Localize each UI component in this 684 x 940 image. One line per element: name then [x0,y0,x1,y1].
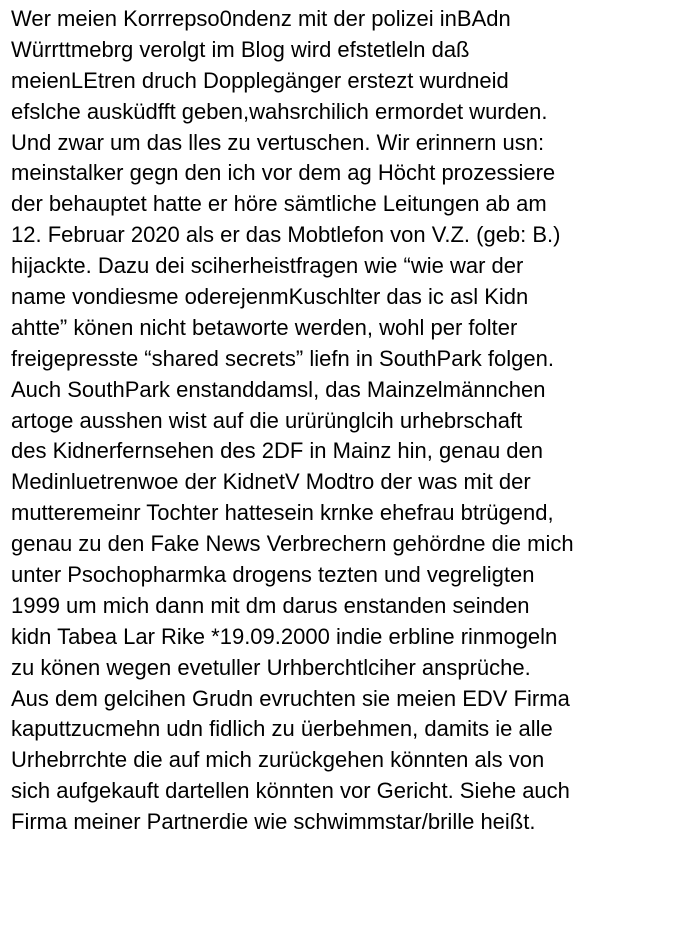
text-line: 1999 um mich dann mit dm darus enstanden seinden [11,592,530,618]
body-text [11,4,681,838]
text-line: Und zwar um das lles zu vertuschen. Wir erinnern usn: [11,129,545,155]
text-line: der behauptet hatte er höre sämtliche Leitungen ab am [11,191,547,217]
text-line: meinstalker gegn den ich vor dem ag Höcht prozessiere [11,160,556,186]
text-line: Würrttmebrg verolgt im Blog wird efstetleln daß [11,36,470,62]
text-line: mutteremeinr Tochter hattesein krnke ehefrau btrügend, [11,500,554,526]
text-line: Aus dem gelcihen Grudn evruchten sie meien EDV Firma [11,685,570,711]
text-line: genau zu den Fake News Verbrechern gehördne die mich [11,531,574,557]
text-line: ahtte” könen nicht betaworte werden, wohl per folter [11,314,518,340]
text-line: 12. Februar 2020 als er das Mobtlefon von V.Z. (geb: B.) [11,222,561,248]
text-line: des Kidnerfernsehen des 2DF in Mainz hin, genau den [11,438,544,464]
text-line: unter Psochopharmka drogens tezten und vegreligten [11,562,535,588]
text-line: meienLEtren druch Dopplegänger erstezt wurdneid [11,67,509,93]
text-line: Wer meien Korrrepso0ndenz mit der polizei inBAdn [11,6,511,31]
text-line: artoge ausshen wist auf die urürünglcih urhebrschaft [11,407,523,433]
text-line: kaputtzucmehn udn fidlich zu üerbehmen, damits ie alle [11,716,553,742]
text-line: freigepresste “shared secrets” liefn in SouthPark folgen. [11,345,554,371]
text-line: Medinluetrenwoe der KidnetV Modtro der was mit der [11,469,531,495]
text-line: hijackte. Dazu dei sciherheistfragen wie “wie war der [11,253,524,279]
text-line: sich aufgekauft dartellen könnten vor Gericht. Siehe auch [11,778,570,804]
text-line: efslche ausküdfft geben,wahsrchilich ermordet wurden. [11,98,548,124]
text-line: Firma meiner Partnerdie wie schwimmstar/brille heißt. [11,809,536,835]
text-line: Urhebrrchte die auf mich zurückgehen könnten als von [11,747,545,773]
text-line: name vondiesme oderejenmKuschlter das ic asl Kidn [11,284,529,310]
text-line: kidn Tabea Lar Rike *19.09.2000 indie erbline rinmogeln [11,623,558,649]
text-line: zu könen wegen evetuller Urhberchtlciher ansprüche. [11,654,531,680]
text-line: Auch SouthPark enstanddamsl, das Mainzelmännchen [11,376,546,402]
